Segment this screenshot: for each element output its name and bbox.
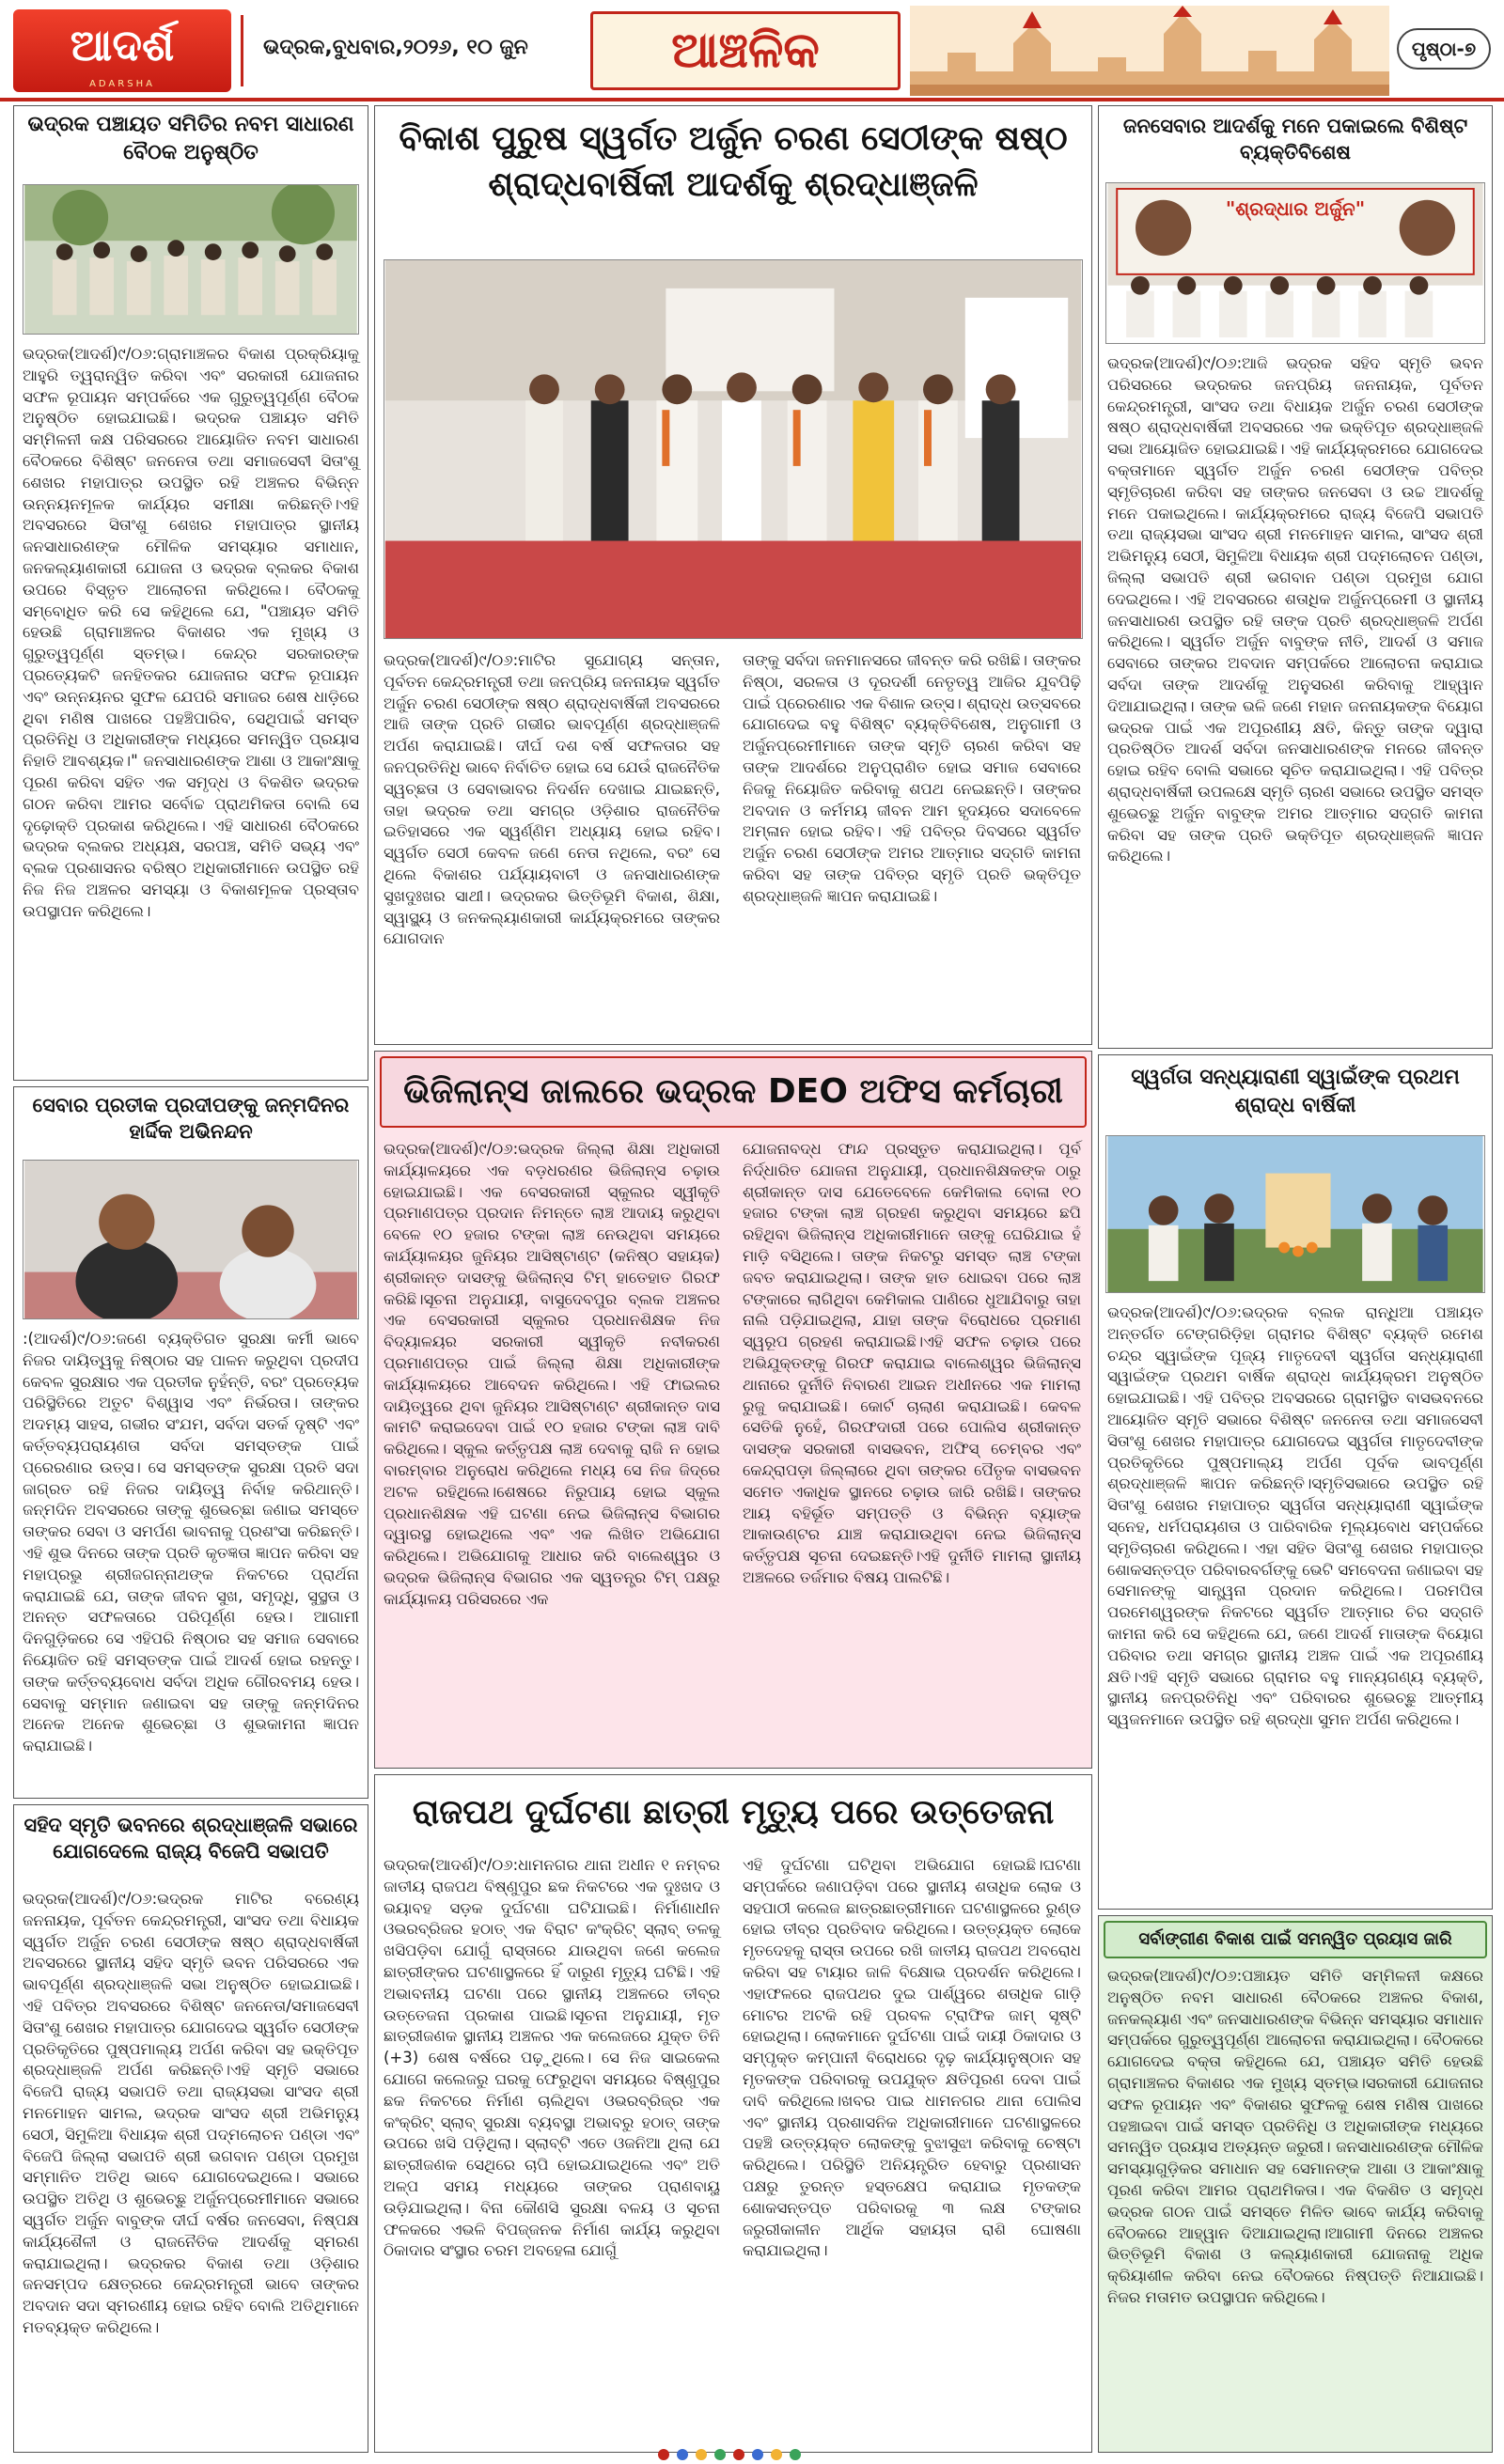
masthead-rule <box>0 98 1504 101</box>
footer-dot-yellow <box>696 2449 707 2460</box>
article-headline: ସହିଦ ସ୍ମୃତି ଭବନରେ ଶ୍ରଦ୍ଧାଞ୍ଜଳି ସଭାରେ ଯୋଗଦେଲେ ରାଜ୍ୟ ବିଜେପି ସଭାପତି <box>24 1814 358 1864</box>
masthead-divider <box>241 15 243 86</box>
memorial-photo <box>1105 1135 1485 1293</box>
logo-tagline: ADARSHA <box>89 79 155 89</box>
footer-dot-yellow-2 <box>771 2449 782 2460</box>
article-body: :(ଆଦର୍ଶ)୯/୦୬:ଜଣେ ବ୍ୟକ୍ତିଗତ ସୁରକ୍ଷା କର୍ମୀ ଭାବେ ନିଜର ଦାୟିତ୍ୱକୁ ନିଷ୍ଠାର ସହ ପାଳନ କରୁଥିବା ପ୍ରଦୀପ କେବଳ ସୁରକ୍ଷାର ଏକ ପ୍ରତୀକ ନୁହଁନ୍ତି, ବରଂ ପ୍ରତ୍ୟେକ ପରିସ୍ଥିତିରେ ଅତୁଟ ବିଶ୍ୱାସ ଏବଂ ନିର୍ଭରତା। ତାଙ୍କର ଅଦମ୍ୟ ସାହସ, ଗଭୀର ସଂଯମ, ସର୍ବଦା ସତର୍କ ଦୃଷ୍ଟି ଏବଂ କର୍ତ୍ତବ୍ୟପରାୟଣତା ସର୍ବଦା ସମସ୍ତଙ୍କ ପାଇଁ ପ୍ରେରଣାର ଉତ୍ସ। ସେ ସମସ୍ତଙ୍କ ସୁରକ୍ଷା ପ୍ରତି ସଦା ଜାଗ୍ରତ ରହି ନିଜର ଦାୟିତ୍ୱ ନିର୍ବାହ କରିଥାନ୍ତି। ଜନ୍ମଦିନ ଅବସରରେ ତାଙ୍କୁ ଶୁଭେଚ୍ଛା ଜଣାଇ ସମସ୍ତେ ତାଙ୍କର ସେବା ଓ ସମର୍ପଣ ଭାବନାକୁ ପ୍ରଶଂସା କରିଛନ୍ତି। ଏହି ଶୁଭ ଦିନରେ ତାଙ୍କ ପ୍ରତି କୃତଜ୍ଞତା ଜ୍ଞାପନ କରିବା ସହ ମହାପ୍ରଭୁ ଶ୍ରୀଜଗନ୍ନାଥଙ୍କ ନିକଟରେ ପ୍ରାର୍ଥନା କରାଯାଇଛି ଯେ, ତାଙ୍କ ଜୀବନ ସୁଖ, ସମୃଦ୍ଧି, ସୁସ୍ଥତା ଓ ଅନନ୍ତ ସଫଳତାରେ ପରିପୂର୍ଣ୍ଣ ହେଉ। ଆଗାମୀ ଦିନଗୁଡ଼ିକରେ ସେ ଏହିପରି ନିଷ୍ଠାର ସହ ସମାଜ ସେବାରେ ନିୟୋଜିତ ରହି ସମସ୍ତଙ୍କ ପାଇଁ ଆଦର୍ଶ ହୋଇ ରହନ୍ତୁ। ତାଙ୍କ କର୍ତ୍ତବ୍ୟବୋଧ ସର୍ବଦା ଅଧିକ ଗୌରବମୟ ହେଉ। ସେବାକୁ ସମ୍ମାନ ଜଣାଇବା ସହ ତାଙ୍କୁ ଜନ୍ମଦିନର ଅନେକ ଅନେକ ଶୁଭେଚ୍ଛା ଓ ଶୁଭକାମନା ଜ୍ଞାପନ କରାଯାଇଛି। <box>23 1330 359 1755</box>
article-body-right: ଏହି ଦୁର୍ଘଟଣା ଘଟିଥିବା ଅଭିଯୋଗ ହୋଇଛି।ଘଟଣା ସମ୍ପର୍କରେ ଜଣାପଡ଼ିବା ପରେ ସ୍ଥାନୀୟ ଶତାଧିକ ଲୋକ ଓ ସହପାଠୀ କଲେଜ ଛାତ୍ରଛାତ୍ରୀମାନେ ଘଟଣାସ୍ଥଳରେ ରୁଣ୍ଡ ହୋଇ ତୀବ୍ର ପ୍ରତିବାଦ କରିଥିଲେ। ଉତ୍ତ୍ୟକ୍ତ ଲୋକେ ମୃତଦେହକୁ ରାସ୍ତା ଉପରେ ରଖି ଜାତୀୟ ରାଜପଥ ଅବରୋଧ କରିବା ସହ ଟାୟାର ଜାଳି ବିକ୍ଷୋଭ ପ୍ରଦର୍ଶନ କରିଥିଲେ। ଏହାଫଳରେ ରାଜପଥର ଦୁଇ ପାର୍ଶ୍ୱରେ ଶତାଧିକ ଗାଡ଼ି ମୋଟର ଅଟକି ରହି ପ୍ରବଳ ଟ୍ରାଫିକ ଜାମ୍ ସୃଷ୍ଟି ହୋଇଥିଲା। ଲୋକମାନେ ଦୁର୍ଘଟଣା ପାଇଁ ଦାୟୀ ଠିକାଦାର ଓ ସମ୍ପୃକ୍ତ କମ୍ପାନୀ ବିରୋଧରେ ଦୃଢ଼ କାର୍ଯ୍ୟାନୁଷ୍ଠାନ ସହ ମୃତକଙ୍କ ପରିବାରକୁ ଉପଯୁକ୍ତ କ୍ଷତିପୂରଣ ଦେବା ପାଇଁ ଦାବି କରିଥିଲେ।ଖବର ପାଇ ଧାମନଗର ଥାନା ପୋଲିସ ଏବଂ ସ୍ଥାନୀୟ ପ୍ରଶାସନିକ ଅଧିକାରୀମାନେ ଘଟଣାସ୍ଥଳରେ ପହଞ୍ଚି ଉତ୍ତ୍ୟକ୍ତ ଲୋକଙ୍କୁ ବୁଝାସୁଝା କରିବାକୁ ଚେଷ୍ଟା କରିଥିଲେ। ପରିସ୍ଥିତି ଅନିୟନ୍ତ୍ରିତ ହେବାରୁ ପ୍ରଶାସନ ପକ୍ଷରୁ ତୁରନ୍ତ ହସ୍ତକ୍ଷେପ କରାଯାଇ ମୃତକଙ୍କ ଶୋକସନ୍ତପ୍ତ ପରିବାରକୁ ୩ ଲକ୍ଷ ଟଙ୍କାର ଜରୁରୀକାଳୀନ ଆର୍ଥିକ ସହାୟତା ରାଶି ଘୋଷଣା କରାଯାଇଥିଲା। <box>743 1856 1081 2260</box>
article-body-left: ଭଦ୍ରକ(ଆଦର୍ଶ)୯/୦୬:ଭଦ୍ରକ ଜିଲ୍ଲା ଶିକ୍ଷା ଅଧିକାରୀ କାର୍ଯ୍ୟାଳୟରେ ଏକ ବଡ଼ଧରଣର ଭିଜିଲାନ୍ସ ଚଢ଼ାଉ ହୋଇଯାଇଛି। ଏକ ବେସରକାରୀ ସ୍କୁଲର ସ୍ୱୀକୃତି ପ୍ରମାଣପତ୍ର ପ୍ରଦାନ ନିମନ୍ତେ ଲାଞ୍ଚ ଆଦାୟ କରୁଥିବା ବେଳେ ୧୦ ହଜାର ଟଙ୍କା ଲାଞ୍ଚ ନେଉଥିବା ସମୟରେ କାର୍ଯ୍ୟାଳୟର ଜୁନିୟର ଆସିଷ୍ଟାଣ୍ଟ (କନିଷ୍ଠ ସହାୟକ) ଶ୍ରୀକାନ୍ତ ଦାସଙ୍କୁ ଭିଜିଲାନ୍ସ ଟିମ୍ ହାତେହାତ ଗିରଫ କରିଛି।ସୂଚନା ଅନୁଯାୟୀ, ବାସୁଦେବପୁର ବ୍ଲକ ଅଞ୍ଚଳର ଏକ ବେସରକାରୀ ସ୍କୁଲର ପ୍ରଧାନଶିକ୍ଷକ ନିଜ ବିଦ୍ୟାଳୟର ସରକାରୀ ସ୍ୱୀକୃତି ନବୀକରଣ ପ୍ରମାଣପତ୍ର ପାଇଁ ଜିଲ୍ଲା ଶିକ୍ଷା ଅଧିକାରୀଙ୍କ କାର୍ଯ୍ୟାଳୟରେ ଆବେଦନ କରିଥିଲେ। ଏହି ଫାଇଲର ଦାୟିତ୍ୱରେ ଥିବା ଜୁନିୟର ଆସିଷ୍ଟାଣ୍ଟ ଶ୍ରୀକାନ୍ତ ଦାସ କାମଟି କରାଇଦେବା ପାଇଁ ୧୦ ହଜାର ଟଙ୍କା ଲାଞ୍ଚ ଦାବି କରିଥିଲେ। ସ୍କୁଲ କର୍ତ୍ତୃପକ୍ଷ ଲାଞ୍ଚ ଦେବାକୁ ରାଜି ନ ହୋଇ ବାରମ୍ବାର ଅନୁରୋଧ କରିଥିଲେ ମଧ୍ୟ ସେ ନିଜ ଜିଦ୍‌ରେ ଅଟଳ ରହିଥିଲେ।ଶେଷରେ ନିରୁପାୟ ହୋଇ ସ୍କୁଲ ପ୍ରଧାନଶିକ୍ଷକ ଏହି ଘଟଣା ନେଇ ଭିଜିଲାନ୍ସ ବିଭାଗର ଦ୍ୱାରସ୍ଥ ହୋଇଥିଲେ ଏବଂ ଏକ ଲିଖିତ ଅଭିଯୋଗ କରିଥିଲେ। ଅଭିଯୋଗକୁ ଆଧାର କରି ବାଲେଶ୍ୱର ଓ ଭଦ୍ରକ ଭିଜିଲାନ୍ସ ବିଭାଗର ଏକ ସ୍ୱତନ୍ତ୍ର ଟିମ୍ ପକ୍ଷରୁ କାର୍ଯ୍ୟାଳୟ ପରିସରରେ ଏକ <box>384 1140 720 1608</box>
article-body: ଭଦ୍ରକ(ଆଦର୍ଶ)୯/୦୬:ଗ୍ରାମାଞ୍ଚଳର ବିକାଶ ପ୍ରକ୍ରିୟାକୁ ଆହୁରି ତ୍ୱରାନ୍ୱିତ କରିବା ଏବଂ ସରକାରୀ ଯୋଜନାର ସଫଳ ରୂପାୟନ ସମ୍ପର୍କରେ ଏକ ଗୁରୁତ୍ୱପୂର୍ଣ୍ଣ ବୈଠକ ଅନୁଷ୍ଠିତ ହୋଇଯାଇଛି। ଭଦ୍ରକ ପଞ୍ଚାୟତ ସମିତି ସମ୍ମିଳନୀ କକ୍ଷ ପରିସରରେ ଆୟୋଜିତ ନବମ ସାଧାରଣ ବୈଠକରେ ବିଶିଷ୍ଟ ଜନନେତା ତଥା ସମାଜସେବୀ ସିତାଂଶୁ ଶେଖର ମହାପାତ୍ର ଉପସ୍ଥିତ ରହି ଅଞ୍ଚଳର ବିଭିନ୍ନ ଉନ୍ନୟନମୂଳକ କାର୍ଯ୍ୟର ସମୀକ୍ଷା କରିଛନ୍ତି।ଏହି ଅବସରରେ ସିତାଂଶୁ ଶେଖର ମହାପାତ୍ର ସ୍ଥାନୀୟ ଜନସାଧାରଣଙ୍କ ମୌଳିକ ସମସ୍ୟାର ସମାଧାନ, ଜନକଲ୍ୟାଣକାରୀ ଯୋଜନା ଓ ଭଦ୍ରକ ବ୍ଲକର ବିକାଶ ଉପରେ ବିସ୍ତୃତ ଆଲୋଚନା କରିଥିଲେ। ବୈଠକକୁ ସମ୍ବୋଧିତ କରି ସେ କହିଥିଲେ ଯେ, "ପଞ୍ଚାୟତ ସମିତି ହେଉଛି ଗ୍ରାମାଞ୍ଚଳର ବିକାଶର ଏକ ମୁଖ୍ୟ ଓ ଗୁରୁତ୍ୱପୂର୍ଣ୍ଣ ସ୍ତମ୍ଭ। କେନ୍ଦ୍ର ସରକାରଙ୍କ ପ୍ରତ୍ୟେକଟି ଜନହିତକର ଯୋଜନାର ସଫଳ ରୂପାୟନ ଏବଂ ଉନ୍ନୟନର ସୁଫଳ ଯେପରି ସମାଜର ଶେଷ ଧାଡ଼ିରେ ଥିବା ମଣିଷ ପାଖରେ ପହଞ୍ଚିପାରିବ, ସେଥିପାଇଁ ସମସ୍ତ ପ୍ରତିନିଧି ଓ ଅଧିକାରୀଙ୍କ ମଧ୍ୟରେ ସମନ୍ୱିତ ପ୍ରୟାସ ନିହାତି ଆବଶ୍ୟକ।" ଜନସାଧାରଣଙ୍କ ଆଶା ଓ ଆକାଂକ୍ଷାକୁ ପୂରଣ କରିବା ସହିତ ଏକ ସମୃଦ୍ଧ ଓ ବିକଶିତ ଭଦ୍ରକ ଗଠନ କରିବା ଆମର ସର୍ବୋଚ୍ଚ ପ୍ରାଥମିକତା ବୋଲି ସେ ଦୃଢ଼ୋକ୍ତି ପ୍ରକାଶ କରିଥିଲେ। ଏହି ସାଧାରଣ ବୈଠକରେ ଭଦ୍ରକ ବ୍ଲକର ଅଧ୍ୟକ୍ଷ, ସରପଞ୍ଚ, ସମିତି ସଭ୍ୟ ଏବଂ ବ୍ଲକ ପ୍ରଶାସନର ବରିଷ୍ଠ ଅଧିକାରୀମାନେ ଉପସ୍ଥିତ ରହି ନିଜ ନିଜ ଅଞ୍ଚଳର ସମସ୍ୟା ଓ ବିକାଶମୂଳକ ପ୍ରସ୍ତାବ ଉପସ୍ଥାପନ କରିଥିଲେ। <box>23 345 359 920</box>
article-body: ଭଦ୍ରକ(ଆଦର୍ଶ)୯/୦୬:ଭଦ୍ରକ ମାଟିର ବରେଣ୍ୟ ଜନନାୟକ, ପୂର୍ବତନ କେନ୍ଦ୍ରମନ୍ତ୍ରୀ, ସାଂସଦ ତଥା ବିଧାୟକ ସ୍ୱର୍ଗତ ଅର୍ଜୁନ ଚରଣ ସେଠୀଙ୍କ ଷଷ୍ଠ ଶ୍ରାଦ୍ଧବାର୍ଷିକୀ ଅବସରରେ ସ୍ଥାନୀୟ ସହିଦ ସ୍ମୃତି ଭବନ ପରିସରରେ ଏକ ଭାବପୂର୍ଣ୍ଣ ଶ୍ରଦ୍ଧାଞ୍ଜଳି ସଭା ଅନୁଷ୍ଠିତ ହୋଇଯାଇଛି। ଏହି ପବିତ୍ର ଅବସରରେ ବିଶିଷ୍ଟ ଜନନେତା/ସମାଜସେବୀ ସିତାଂଶୁ ଶେଖର ମହାପାତ୍ର ଯୋଗଦେଇ ସ୍ୱର୍ଗତ ସେଠୀଙ୍କ ପ୍ରତିକୃତିରେ ପୁଷ୍ପମାଲ୍ୟ ଅର୍ପଣ କରିବା ସହ ଭକ୍ତିପୂତ ଶ୍ରଦ୍ଧାଞ୍ଜଳି ଅର୍ପଣ କରିଛନ୍ତି।ଏହି ସ୍ମୃତି ସଭାରେ ବିଜେପି ରାଜ୍ୟ ସଭାପତି ତଥା ରାଜ୍ୟସଭା ସାଂସଦ ଶ୍ରୀ ମନମୋହନ ସାମଲ, ଭଦ୍ରକ ସାଂସଦ ଶ୍ରୀ ଅଭିମନ୍ୟୁ ସେଠୀ, ସିମୁଳିଆ ବିଧାୟକ ଶ୍ରୀ ପଦ୍ମଲୋଚନ ପଣ୍ଡା ଏବଂ ବିଜେପି ଜିଲ୍ଲା ସଭାପତି ଶ୍ରୀ ଭଗବାନ ପଣ୍ଡା ପ୍ରମୁଖ ସମ୍ମାନିତ ଅତିଥି ଭାବେ ଯୋଗଦେଇଥିଲେ। ସଭାରେ ଉପସ୍ଥିତ ଅତିଥି ଓ ଶୁଭେଚ୍ଛୁ ଅର୍ଜୁନପ୍ରେମୀମାନେ ସଭାରେ ସ୍ୱର୍ଗତ ଅର୍ଜୁନ ବାବୁଙ୍କ ଦୀର୍ଘ ବର୍ଷର ଜନସେବା, ନିଷ୍ପକ୍ଷ କାର୍ଯ୍ୟଶୈଳୀ ଓ ରାଜନୈତିକ ଆଦର୍ଶକୁ ସ୍ମରଣ କରାଯାଇଥିଲା। ଭଦ୍ରକର ବିକାଶ ତଥା ଓଡ଼ିଶାର ଜନସମ୍ପଦ କ୍ଷେତ୍ରରେ କେନ୍ଦ୍ରମନ୍ତ୍ରୀ ଭାବେ ତାଙ୍କର ଅବଦାନ ସଦା ସ୍ମରଣୀୟ ହୋଇ ରହିବ ବୋଲି ଅତିଥିମାନେ ମତବ୍ୟକ୍ତ କରିଥିଲେ। <box>23 1890 359 2336</box>
footer-dot-red <box>658 2449 669 2460</box>
article-body: ଭଦ୍ରକ(ଆଦର୍ଶ)୯/୦୬:ପଞ୍ଚାୟତ ସମିତି ସମ୍ମିଳନୀ କକ୍ଷରେ ଅନୁଷ୍ଠିତ ନବମ ସାଧାରଣ ବୈଠକରେ ଅଞ୍ଚଳର ବିକାଶ, ଜନକଲ୍ୟାଣ ଏବଂ ଜନସାଧାରଣଙ୍କ ବିଭିନ୍ନ ସମସ୍ୟାର ସମାଧାନ ସମ୍ପର୍କରେ ଗୁରୁତ୍ୱପୂର୍ଣ୍ଣ ଆଲୋଚନା କରାଯାଇଥିଲା। ବୈଠକରେ ଯୋଗଦେଇ ବକ୍ତା କହିଥିଲେ ଯେ, ପଞ୍ଚାୟତ ସମିତି ହେଉଛି ଗ୍ରାମାଞ୍ଚଳର ବିକାଶର ଏକ ମୁଖ୍ୟ ସ୍ତମ୍ଭ।ସରକାରୀ ଯୋଜନାର ସଫଳ ରୂପାୟନ ଏବଂ ବିକାଶର ସୁଫଳକୁ ଶେଷ ମଣିଷ ପାଖରେ ପହଞ୍ଚାଇବା ପାଇଁ ସମସ୍ତ ପ୍ରତିନିଧି ଓ ଅଧିକାରୀଙ୍କ ମଧ୍ୟରେ ସମନ୍ୱିତ ପ୍ରୟାସ ଅତ୍ୟନ୍ତ ଜରୁରୀ। ଜନସାଧାରଣଙ୍କ ମୌଳିକ ସମସ୍ୟାଗୁଡ଼ିକର ସମାଧାନ ସହ ସେମାନଙ୍କ ଆଶା ଓ ଆକାଂକ୍ଷାକୁ ପୂରଣ କରିବା ଆମର ପ୍ରାଥମିକତା। ଏକ ବିକଶିତ ଓ ସମୃଦ୍ଧ ଭଦ୍ରକ ଗଠନ ପାଇଁ ସମସ୍ତେ ମିଳିତ ଭାବେ କାର୍ଯ୍ୟ କରିବାକୁ ବୈଠକରେ ଆହ୍ୱାନ ଦିଆଯାଇଥିଲା।ଆଗାମୀ ଦିନରେ ଅଞ୍ଚଳର ଭିତ୍ତିଭୂମି ବିକାଶ ଓ କଲ୍ୟାଣକାରୀ ଯୋଜନାକୁ ଅଧିକ କ୍ରିୟାଶୀଳ କରିବା ନେଇ ବୈଠକରେ ନିଷ୍ପତ୍ତି ନିଆଯାଇଛି। ନିଜର ମତାମତ ଉପସ୍ଥାପନ କରିଥିଲେ। <box>1107 1967 1483 2306</box>
temple-skyline-art <box>910 6 1389 96</box>
article-headline: ଭିଜିଲାନ୍ସ ଜାଲରେ ଭଦ୍ରକ DEO ଅଫିସ କର୍ମଚାରୀ <box>403 1072 1063 1111</box>
article-headline: ସେବାର ପ୍ରତୀକ ପ୍ରଦୀପଙ୍କୁ ଜନ୍ମଦିନର ହାର୍ଦ୍ଦିକ ଅଭିନନ୍ଦନ <box>32 1094 350 1144</box>
article-body-left: ଭଦ୍ରକ(ଆଦର୍ଶ)୯/୦୬:ଧାମନଗର ଥାନା ଅଧୀନ ୧ ନମ୍ବର ଜାତୀୟ ରାଜପଥ ବିଷ୍ଣୁପୁର ଛକ ନିକଟରେ ଏକ ଦୁଃଖଦ ଓ ଭୟାବହ ସଡ଼କ ଦୁର୍ଘଟଣା ଘଟିଯାଇଛି। ନିର୍ମାଣାଧୀନ ଓଭରବ୍ରିଜର ହଠାତ୍ ଏକ ବିରାଟ କଂକ୍ରିଟ୍ ସ୍ଲାବ୍ ତଳକୁ ଖସିପଡ଼ିବା ଯୋଗୁଁ ରାସ୍ତାରେ ଯାଉଥିବା ଜଣେ କଲେଜ ଛାତ୍ରୀଙ୍କର ଘଟଣାସ୍ଥଳରେ ହିଁ ଦାରୁଣ ମୃତ୍ୟୁ ଘଟିଛି। ଏହି ଅଭାବନୀୟ ଘଟଣା ପରେ ସ୍ଥାନୀୟ ଅଞ୍ଚଳରେ ତୀବ୍ର ଉତ୍ତେଜନା ପ୍ରକାଶ ପାଇଛି।ସୂଚନା ଅନୁଯାୟୀ, ମୃତ ଛାତ୍ରୀଜଣକ ସ୍ଥାନୀୟ ଅଞ୍ଚଳର ଏକ କଲେଜରେ ଯୁକ୍ତ ତିନି (+3) ଶେଷ ବର୍ଷରେ ପଢ଼ୁଥିଲେ। ସେ ନିଜ ସାଇକେଲ ଯୋଗେ କଲେଜରୁ ଘରକୁ ଫେରୁଥିବା ସମୟରେ ବିଷ୍ଣୁପୁର ଛକ ନିକଟରେ ନିର୍ମାଣ ଚାଲିଥିବା ଓଭରବ୍ରିଜ୍‌ର ଏକ କଂକ୍ରିଟ୍ ସ୍ଲାବ୍ ସୁରକ୍ଷା ବ୍ୟବସ୍ଥା ଅଭାବରୁ ହଠାତ୍ ତାଙ୍କ ଉପରେ ଖସି ପଡ଼ିଥିଲା। ସ୍ଲାବ୍‌ଟି ଏତେ ଓଜନିଆ ଥିଲା ଯେ ଛାତ୍ରୀଜଣକ ସେଥିରେ ଚାପି ହୋଇଯାଇଥିଲେ ଏବଂ ଅତି ଅଳ୍ପ ସମୟ ମଧ୍ୟରେ ତାଙ୍କର ପ୍ରାଣବାୟୁ ଉଡ଼ିଯାଇଥିଲା। ବିନା କୌଣସି ସୁରକ୍ଷା ବଳୟ ଓ ସୂଚନା ଫଳକରେ ଏଭଳି ବିପଜ୍ଜନକ ନିର୍ମାଣ କାର୍ଯ୍ୟ କରୁଥିବା ଠିକାଦାର ସଂସ୍ଥାର ଚରମ ଅବହେଳା ଯୋଗୁଁ <box>384 1856 720 2260</box>
footer-dot-red-2 <box>733 2449 744 2460</box>
page-number: ପୃଷ୍ଠା-୭ <box>1411 38 1477 60</box>
lead-event-photo <box>384 259 1083 639</box>
footer-dot-green-2 <box>790 2449 801 2460</box>
banner-text: "ଶ୍ରଦ୍ଧାର ଅର୍ଜୁନ" <box>1225 197 1366 220</box>
footer-dot-blue-2 <box>752 2449 763 2460</box>
dateline: ଭଦ୍ରକ,ବୁଧବାର,୨୦୨୬, ୧୦ ଜୁନ <box>263 36 528 59</box>
article-body-right: ଯୋଜନାବଦ୍ଧ ଫାନ୍ଦ ପ୍ରସ୍ତୁତ କରାଯାଇଥିଲା। ପୂର୍ବ ନିର୍ଦ୍ଧାରିତ ଯୋଜନା ଅନୁଯାୟୀ, ପ୍ରଧାନଶିକ୍ଷକଙ୍କ ଠାରୁ ଶ୍ରୀକାନ୍ତ ଦାସ ଯେତେବେଳେ କେମିକାଲ ବୋଳା ୧୦ ହଜାର ଟଙ୍କା ଲାଞ୍ଚ ଗ୍ରହଣ କରୁଥିବା ସମୟରେ ଛପି ରହିଥିବା ଭିଜିଲାନ୍ସ ଅଧିକାରୀମାନେ ତାଙ୍କୁ ଘେରିଯାଇ ହଁ ମାଡ଼ି ବସିଥିଲେ। ତାଙ୍କ ନିକଟରୁ ସମସ୍ତ ଲାଞ୍ଚ ଟଙ୍କା ଜବତ କରାଯାଇଥିଲା। ତାଙ୍କ ହାତ ଧୋଇବା ପରେ ଲାଞ୍ଚ ଟଙ୍କାରେ ଲାଗିଥିବା କେମିକାଲ ପାଣିରେ ଧୁଆଯିବାରୁ ତାହା ନାଲି ପଡ଼ିଯାଇଥିଲା, ଯାହା ତାଙ୍କ ବିରୋଧରେ ପ୍ରମାଣ ସ୍ୱରୂପ ଗ୍ରହଣ କରାଯାଇଛି।ଏହି ସଫଳ ଚଢ଼ାଉ ପରେ ଅଭିଯୁକ୍ତଙ୍କୁ ଗିରଫ କରାଯାଇ ବାଲେଶ୍ୱର ଭିଜିଲାନ୍ସ ଥାନାରେ ଦୁର୍ନୀତି ନିବାରଣ ଆଇନ ଅଧୀନରେ ଏକ ମାମଲା ରୁଜୁ କରାଯାଇଛି। କୋର୍ଟ ଚାଲାଣ କରାଯାଇଛି। କେବଳ ସେତିକି ନୁହେଁ, ଗିରଫଦାରୀ ପରେ ପୋଲିସ ଶ୍ରୀକାନ୍ତ ଦାସଙ୍କ ସରକାରୀ ବାସଭବନ, ଅଫିସ୍ ଚେମ୍ବର ଏବଂ କେନ୍ଦ୍ରାପଡ଼ା ଜିଲ୍ଲାରେ ଥିବା ତାଙ୍କର ପୈତୃକ ବାସଭବନ ସମେତ ଏକାଧିକ ସ୍ଥାନରେ ଚଢ଼ାଉ ଜାରି ରଖିଛି। ତାଙ୍କର ଆୟ ବହିର୍ଭୂତ ସମ୍ପତ୍ତି ଓ ବିଭିନ୍ନ ବ୍ୟାଙ୍କ ଆକାଉଣ୍ଟର ଯାଞ୍ଚ କରାଯାଉଥିବା ନେଇ ଭିଜିଲାନ୍ସ କର୍ତ୍ତୃପକ୍ଷ ସୂଚନା ଦେଇଛନ୍ତି।ଏହି ଦୁର୍ନୀତି ମାମଲା ସ୍ଥାନୀୟ ଅଞ୍ଚଳରେ ତର୍ଜମାର ବିଷୟ ପାଲଟିଛି। <box>743 1140 1081 1586</box>
footer-dot-blue <box>677 2449 688 2460</box>
article-body: ଭଦ୍ରକ(ଆଦର୍ଶ)୯/୦୬:ଭଦ୍ରକ ବ୍ଲକ ରାନ୍ଧିଆ ପଞ୍ଚାୟତ ଅନ୍ତର୍ଗତ ଟେଙ୍ଗରିଡ଼ିହା ଗ୍ରାମର ବିଶିଷ୍ଟ ବ୍ୟକ୍ତି ରମେଶ ଚନ୍ଦ୍ର ସ୍ୱାଇଁଙ୍କ ପୂଜ୍ୟ ମାତୃଦେବୀ ସ୍ୱର୍ଗତା ସନ୍ଧ୍ୟାରାଣୀ ସ୍ୱାଇଁଙ୍କ ପ୍ରଥମ ବାର୍ଷିକ ଶ୍ରାଦ୍ଧ କାର୍ଯ୍ୟକ୍ରମ ଅନୁଷ୍ଠିତ ହୋଇଯାଇଛି। ଏହି ପବିତ୍ର ଅବସରରେ ଗ୍ରାମସ୍ଥିତ ବାସଭବନରେ ଆୟୋଜିତ ସ୍ମୃତି ସଭାରେ ବିଶିଷ୍ଟ ଜନନେତା ତଥା ସମାଜସେବୀ ସିତାଂଶୁ ଶେଖର ମହାପାତ୍ର ଯୋଗଦେଇ ସ୍ୱର୍ଗତା ମାତୃଦେବୀଙ୍କ ପ୍ରତିକୃତିରେ ପୁଷ୍ପମାଲ୍ୟ ଅର୍ପଣ ପୂର୍ବକ ଭାବପୂର୍ଣ୍ଣ ଶ୍ରଦ୍ଧାଞ୍ଜଳି ଜ୍ଞାପନ କରିଛନ୍ତି।ସ୍ମୃତିସଭାରେ ଉପସ୍ଥିତ ରହି ସିତାଂଶୁ ଶେଖର ମହାପାତ୍ର ସ୍ୱର୍ଗତା ସନ୍ଧ୍ୟାରାଣୀ ସ୍ୱାଇଁଙ୍କ ସ୍ନେହ, ଧର୍ମପରାୟଣତା ଓ ପାରିବାରିକ ମୂଲ୍ୟବୋଧ ସମ୍ପର୍କରେ ସ୍ମୃତିଚାରଣ କରିଥିଲେ। ଏହା ସହିତ ସିତାଂଶୁ ଶେଖର ମହାପାତ୍ର ଶୋକସନ୍ତପ୍ତ ପରିବାରବର୍ଗଙ୍କୁ ଭେଟି ସମବେଦନା ଜଣାଇବା ସହ ସେମାନଙ୍କୁ ସାନ୍ତ୍ୱନା ପ୍ରଦାନ କରିଥିଲେ। ପରମପିତା ପରମେଶ୍ୱରଙ୍କ ନିକଟରେ ସ୍ୱର୍ଗତ ଆତ୍ମାର ଚିର ସଦ୍‌ଗତି କାମନା କରି ସେ କହିଥିଲେ ଯେ, ଜଣେ ଆଦର୍ଶ ମାତାଙ୍କ ବିୟୋଗ ପରିବାର ତଥା ସମଗ୍ର ସ୍ଥାନୀୟ ଅଞ୍ଚଳ ପାଇଁ ଏକ ଅପୂରଣୀୟ କ୍ଷତି।ଏହି ସ୍ମୃତି ସଭାରେ ଗ୍ରାମର ବହୁ ମାନ୍ୟଗଣ୍ୟ ବ୍ୟକ୍ତି, ସ୍ଥାନୀୟ ଜନପ୍ରତିନିଧି ଏବଂ ପରିବାରର ଶୁଭେଚ୍ଛୁ ଆତ୍ମୀୟ ସ୍ୱଜନମାନେ ଉପସ୍ଥିତ ରହି ଶ୍ରଦ୍ଧା ସୁମନ ଅର୍ପଣ କରିଥିଲେ। <box>1107 1303 1483 1729</box>
article-headline: ରାଜପଥ ଦୁର୍ଘଟଣା ଛାତ୍ରୀ ମୃତ୍ୟୁ ପରେ ଉତ୍ତେଜନା <box>412 1793 1055 1832</box>
section-title: ଆଞ୍ଚଳିକ <box>671 23 820 79</box>
article-body-right: ତାଙ୍କୁ ସର୍ବଦା ଜନମାନସରେ ଜୀବନ୍ତ କରି ରଖିଛି। ତାଙ୍କର ନିଷ୍ଠା, ସରଳତା ଓ ଦୂରଦର୍ଶୀ ନେତୃତ୍ୱ ଆଜିର ଯୁବପିଢ଼ି ପାଇଁ ପ୍ରେରଣାର ଏକ ବିଶାଳ ଉତ୍ସ। ଶ୍ରାଦ୍ଧ ଉତ୍ସବରେ ଯୋଗଦେଇ ବହୁ ବିଶିଷ୍ଟ ବ୍ୟକ୍ତିବିଶେଷ, ଅନୁଗାମୀ ଓ ଅର୍ଜୁନପ୍ରେମୀମାନେ ତାଙ୍କ ସ୍ମୃତି ଚାରଣ କରିବା ସହ ତାଙ୍କ ଆଦର୍ଶରେ ଅନୁପ୍ରାଣିତ ହୋଇ ସମାଜ ସେବାରେ ନିଜକୁ ନିୟୋଜିତ କରିବାକୁ ଶପଥ ନେଇଛନ୍ତି। ତାଙ୍କର ଅବଦାନ ଓ କର୍ମମୟ ଜୀବନ ଆମ ହୃଦୟରେ ସଦାବେଳେ ଅମ୍ଳାନ ହୋଇ ରହିବ। ଏହି ପବିତ୍ର ଦିବସରେ ସ୍ୱର୍ଗତ ଅର୍ଜୁନ ଚରଣ ସେଠୀଙ୍କ ଅମର ଆତ୍ମାର ସଦ୍‌ଗତି କାମନା କରିବା ସହ ତାଙ୍କ ପବିତ୍ର ସ୍ମୃତି ପ୍ରତି ଭକ୍ତିପୂତ ଶ୍ରଦ୍ଧାଞ୍ଜଳି ଜ୍ଞାପନ କରାଯାଇଛି। <box>743 651 1081 905</box>
article-headline: ସର୍ବାଙ୍ଗୀଣ ବିକାଶ ପାଇଁ ସମନ୍ୱିତ ପ୍ରୟାସ ଜାରି <box>1138 1929 1452 1949</box>
meeting-photo <box>23 184 359 335</box>
person-photo <box>23 1160 359 1319</box>
lead-headline: ବିକାଶ ପୁରୁଷ ସ୍ୱର୍ଗତ ଅର୍ଜୁନ ଚରଣ ସେଠୀଙ୍କ ଷଷ୍ଠ ଶ୍ରାଦ୍ଧବାର୍ଷିକୀ ଆଦର୍ଶକୁ ଶ୍ରଦ୍ଧାଞ୍ଜଳି <box>399 119 1068 204</box>
article-headline: ସ୍ୱର୍ଗତା ସନ୍ଧ୍ୟାରାଣୀ ସ୍ୱାଇଁଙ୍କ ପ୍ରଥମ ଶ୍ରାଦ୍ଧ ବାର୍ଷିକୀ <box>1131 1066 1460 1117</box>
footer-dot-green <box>714 2449 726 2460</box>
article-headline: ଭଦ୍ରକ ପଞ୍ଚାୟତ ସମିତିର ନବମ ସାଧାରଣ ବୈଠକ ଅନୁଷ୍ଠିତ <box>27 113 354 164</box>
article-body-left: ଭଦ୍ରକ(ଆଦର୍ଶ)୯/୦୬:ମାଟିର ସୁଯୋଗ୍ୟ ସନ୍ତାନ, ପୂର୍ବତନ କେନ୍ଦ୍ରମନ୍ତ୍ରୀ ତଥା ଜନପ୍ରିୟ ଜନନାୟକ ସ୍ୱର୍ଗତ ଅର୍ଜୁନ ଚରଣ ସେଠୀଙ୍କ ଷଷ୍ଠ ଶ୍ରାଦ୍ଧବାର୍ଷିକୀ ଅବସରରେ ଆଜି ତାଙ୍କ ପ୍ରତି ଗଭୀର ଭାବପୂର୍ଣ୍ଣ ଶ୍ରଦ୍ଧାଞ୍ଜଳି ଅର୍ପଣ କରାଯାଇଛି। ଦୀର୍ଘ ଦଶ ବର୍ଷ ସଫଳତାର ସହ ଜନପ୍ରତିନିଧି ଭାବେ ନିର୍ବାଚିତ ହୋଇ ସେ ଯେଉଁ ରାଜନୈତିକ ସ୍ୱଚ୍ଛତା ଓ ସେବାଭାବର ନିଦର୍ଶନ ଦେଖାଇ ଯାଇଛନ୍ତି, ତାହା ଭଦ୍ରକ ତଥା ସମଗ୍ର ଓଡ଼ିଶାର ରାଜନୈତିକ ଇତିହାସରେ ଏକ ସ୍ୱର୍ଣ୍ଣିମ ଅଧ୍ୟାୟ ହୋଇ ରହିବ। ସ୍ୱର୍ଗତ ସେଠୀ କେବଳ ଜଣେ ନେତା ନଥିଲେ, ବରଂ ସେ ଥିଲେ ବିକାଶର ପର୍ଯ୍ୟାୟବାଚୀ ଓ ଜନସାଧାରଣଙ୍କ ସୁଖଦୁଃଖର ସାଥୀ। ଭଦ୍ରକର ଭିତ୍ତିଭୂମି ବିକାଶ, ଶିକ୍ଷା, ସ୍ୱାସ୍ଥ୍ୟ ଓ ଜନକଲ୍ୟାଣକାରୀ କାର୍ଯ୍ୟକ୍ରମରେ ତାଙ୍କର ଯୋଗଦାନ <box>384 651 720 948</box>
logo-text: ଆଦର୍ଶ <box>70 20 175 70</box>
article-headline: ଜନସେବାର ଆଦର୍ଶକୁ ମନେ ପକାଇଲେ ବିଶିଷ୍ଟ ବ୍ୟକ୍ତିବିଶେଷ <box>1122 115 1468 164</box>
article-body: ଭଦ୍ରକ(ଆଦର୍ଶ)୯/୦୬:ଆଜି ଭଦ୍ରକ ସହିଦ ସ୍ମୃତି ଭବନ ପରିସରରେ ଭଦ୍ରକର ଜନପ୍ରିୟ ଜନନାୟକ, ପୂର୍ବତନ କେନ୍ଦ୍ରମନ୍ତ୍ରୀ, ସାଂସଦ ତଥା ବିଧାୟକ ଅର୍ଜୁନ ଚରଣ ସେଠୀଙ୍କ ଷଷ୍ଠ ଶ୍ରାଦ୍ଧବାର୍ଷିକୀ ଅବସରରେ ଏକ ଭକ୍ତିପୂତ ଶ୍ରଦ୍ଧାଞ୍ଜଳି ସଭା ଆୟୋଜିତ ହୋଇଯାଇଛି। ଏହି କାର୍ଯ୍ୟକ୍ରମରେ ଯୋଗଦେଇ ବକ୍ତାମାନେ ସ୍ୱର୍ଗତ ଅର୍ଜୁନ ଚରଣ ସେଠୀଙ୍କ ପବିତ୍ର ସ୍ମୃତିଚାରଣ କରିବା ସହ ତାଙ୍କର ଜନସେବା ଓ ଉଚ୍ଚ ଆଦର୍ଶକୁ ମନେ ପକାଇଥିଲେ। କାର୍ଯ୍ୟକ୍ରମରେ ରାଜ୍ୟ ବିଜେପି ସଭାପତି ତଥା ରାଜ୍ୟସଭା ସାଂସଦ ଶ୍ରୀ ମନମୋହନ ସାମଲ, ସାଂସଦ ଶ୍ରୀ ଅଭିମନ୍ୟୁ ସେଠୀ, ସିମୁଳିଆ ବିଧାୟକ ଶ୍ରୀ ପଦ୍ମଲୋଚନ ପଣ୍ଡା, ଜିଲ୍ଲା ସଭାପତି ଶ୍ରୀ ଭଗବାନ ପଣ୍ଡା ପ୍ରମୁଖ ଯୋଗ ଦେଇଥିଲେ। ଏହି ଅବସରରେ ଶତାଧିକ ଅର୍ଜୁନପ୍ରେମୀ ଓ ସ୍ଥାନୀୟ ଜନସାଧାରଣ ଉପସ୍ଥିତ ରହି ତାଙ୍କ ପ୍ରତି ଶ୍ରଦ୍ଧାଞ୍ଜଳି ଅର୍ପଣ କରିଥିଲେ। ସ୍ୱର୍ଗତ ଅର୍ଜୁନ ବାବୁଙ୍କ ନୀତି, ଆଦର୍ଶ ଓ ସମାଜ ସେବାରେ ତାଙ୍କର ଅବଦାନ ସମ୍ପର୍କରେ ଆଲୋଚନା କରାଯାଇ ସର୍ବଦା ତାଙ୍କ ଆଦର୍ଶକୁ ଅନୁସରଣ କରିବାକୁ ଆହ୍ୱାନ ଦିଆଯାଇଥିଲା। ତାଙ୍କ ଭଳି ଜଣେ ମହାନ ଜନନାୟକଙ୍କ ବିୟୋଗ ଭଦ୍ରକ ପାଇଁ ଏକ ଅପୂରଣୀୟ କ୍ଷତି, କିନ୍ତୁ ତାଙ୍କ ଦ୍ୱାରା ପ୍ରତିଷ୍ଠିତ ଆଦର୍ଶ ସର୍ବଦା ଜନସାଧାରଣଙ୍କ ମନରେ ଜୀବନ୍ତ ହୋଇ ରହିବ ବୋଲି ସଭାରେ ସୂଚିତ କରାଯାଇଥିଲା। ଏହି ପବିତ୍ର ଶ୍ରାଦ୍ଧବାର୍ଷିକୀ ଉପଲକ୍ଷେ ସ୍ମୃତି ଚାରଣ ସଭାରେ ଉପସ୍ଥିତ ସମସ୍ତ ଶୁଭେଚ୍ଛୁ ଅର୍ଜୁନ ବାବୁଙ୍କ ଅମର ଆତ୍ମାର ସଦ୍‌ଗତି କାମନା କରିବା ସହ ତାଙ୍କ ପ୍ରତି ଭକ୍ତିପୂତ ଶ୍ରଦ୍ଧାଞ୍ଜଳି ଜ୍ଞାପନ କରିଥିଲେ। <box>1107 354 1483 866</box>
